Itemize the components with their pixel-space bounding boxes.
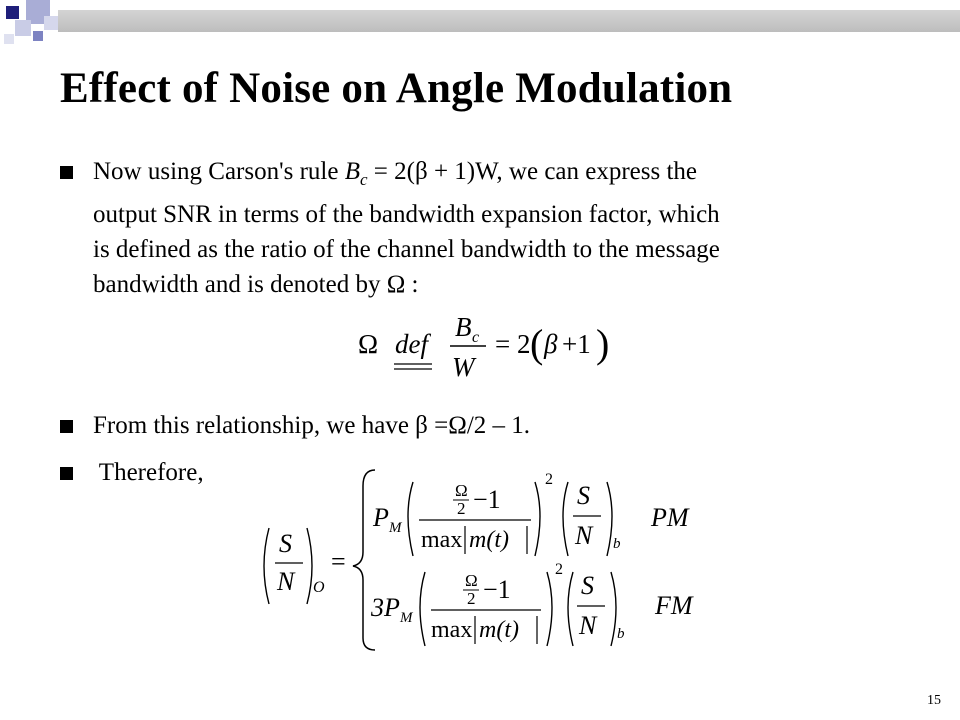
bullet-marker	[60, 166, 73, 179]
eq2-fm-snr-num: S	[581, 571, 594, 600]
bullet-text-beta: From this relationship, we have β =Ω/2 – 1.	[93, 412, 531, 439]
bullet1-line2: output SNR in terms of the bandwidth expansion factor, which	[93, 201, 720, 228]
page-number: 15	[927, 693, 941, 708]
eq2-pm-snr-paren-left	[563, 482, 568, 556]
bullet-marker	[60, 467, 73, 480]
bullet1-line3: is defined as the ratio of the channel bandwidth to the message	[93, 236, 720, 263]
eq2-fm-coef: 3P	[371, 593, 400, 622]
eq2-fm-snr-paren-left	[568, 572, 573, 646]
corner-square-mid	[33, 31, 43, 41]
eq2-fm-snr-sub: b	[617, 626, 625, 642]
eq2-pm-paren-left	[408, 482, 413, 556]
eq2-lhs-paren-right	[307, 528, 312, 604]
eq2-pm-coef: P	[373, 503, 389, 532]
bullet1-line1: Now using Carson's rule $B_c = 2(\beta + 1)W$, we can express the	[93, 158, 698, 189]
eq2-pm-paren-right	[535, 482, 540, 556]
eq1-paren-open: (	[530, 321, 544, 366]
eq2-fm-paren-left	[420, 572, 425, 646]
bullet-text-carson	[93, 154, 720, 302]
eq2-fm-snr-paren-right	[611, 572, 616, 646]
eq2-pm-mt: m(t)	[469, 527, 509, 553]
eq2-pm-snr-num: S	[577, 481, 590, 510]
eq2-equals: =	[331, 547, 346, 576]
eq2-fm-exponent: 2	[555, 561, 563, 578]
eq1-plus-one: +1	[562, 329, 591, 359]
eq2-fm-mt: m(t)	[479, 617, 519, 643]
eq1-omega: Ω	[358, 329, 379, 359]
eq1-numerator-sub: c	[472, 329, 480, 346]
eq1-def: def	[395, 329, 428, 359]
eq2-pm-exponent: 2	[545, 471, 553, 488]
equation-bandwidth-expansion	[350, 308, 620, 382]
bullet-text-therefore: Therefore,	[93, 459, 204, 486]
eq2-pm-two: 2	[457, 499, 466, 518]
eq2-pm-coef-sub: M	[389, 520, 402, 536]
corner-square-light	[15, 20, 31, 36]
top-decorative-bar	[58, 10, 960, 32]
bullet-marker	[60, 420, 73, 433]
eq2-fm-paren-right	[547, 572, 552, 646]
eq1-numerator: B	[455, 312, 472, 342]
eq2-fm-omega: Ω	[465, 571, 478, 590]
eq2-fm-max: max	[431, 617, 473, 643]
eq1-denominator: W	[452, 352, 475, 382]
eq2-pm-max: max	[421, 527, 463, 553]
bullet1-line4: bandwidth and is denoted by Ω :	[93, 271, 419, 298]
eq2-pm-snr-sub: b	[613, 536, 621, 552]
eq2-pm-minus-one: −1	[473, 485, 501, 514]
eq2-pm-snr-den: N	[575, 521, 593, 550]
eq2-lhs-sub: O	[313, 579, 325, 596]
eq2-fm-coef-sub: M	[400, 610, 413, 626]
equation-output-snr	[255, 466, 715, 656]
eq2-pm-omega: Ω	[455, 481, 468, 500]
eq2-fm-two: 2	[467, 589, 476, 608]
eq2-pm-label: PM	[651, 503, 689, 532]
eq2-lhs-num: S	[279, 529, 292, 558]
eq2-fm-label: FM	[655, 591, 693, 620]
eq1-paren-close: )	[596, 321, 610, 366]
slide-title: Effect of Noise on Angle Modulation	[60, 65, 733, 112]
corner-square-dark	[6, 6, 19, 19]
eq2-left-brace	[353, 470, 375, 650]
eq2-fm-snr-den: N	[579, 611, 597, 640]
eq2-fm-minus-one: −1	[483, 575, 511, 604]
corner-square-pale	[44, 16, 58, 30]
eq2-lhs-paren-left	[264, 528, 269, 604]
eq2-lhs-den: N	[277, 567, 295, 596]
eq2-pm-snr-paren-right	[607, 482, 612, 556]
eq1-rhs: = 2	[495, 329, 531, 359]
corner-square-pale	[4, 34, 14, 44]
eq1-beta: β	[544, 329, 558, 359]
